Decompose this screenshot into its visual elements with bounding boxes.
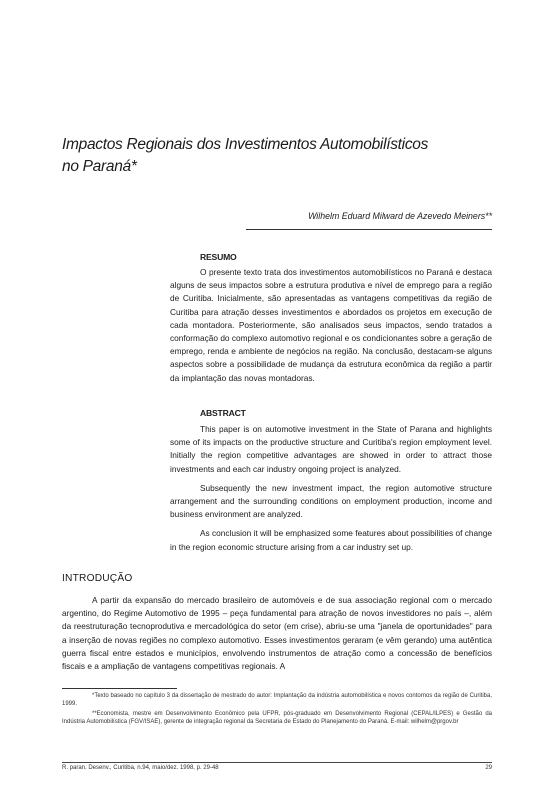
- abstract-paragraph-2: Subsequently the new investment impact, the region automotive structure arrangement and the surrounding conditions on employment production, income and business environment are analyzed.: [170, 482, 492, 520]
- resumo-heading: RESUMO: [200, 252, 237, 262]
- author-divider: [246, 229, 492, 230]
- footnote-1: *Texto baseado no capítulo 3 da dissertação de mestrado do autor: Implantação da indústria automobilística e novos contornos da região de Curitiba, 1999.: [62, 693, 492, 708]
- page-number: 29: [485, 765, 492, 771]
- introduction-body: [62, 594, 492, 673]
- abstract-body: [170, 423, 492, 560]
- article-title: [62, 134, 502, 178]
- resumo-paragraph: O presente texto trata dos investimentos automobilísticos no Paraná e destaca alguns de seus impactos sobre a estrutura produtiva e nível de emprego para a região de Curitiba. Inicialmente, são apresentadas as vantagens competitivas da região de Curitiba para atração desses investimentos e abordados os projetos em execução de cada montadora. Posteriormente, são analisados seus impactos, sendo tratados a conformação do complexo automotivo regional e os condicionantes sobre a geração de emprego, renda e ambiente de negócios na região. Na conclusão, destacam-se alguns aspectos sobre a possibilidade de mudança da estrutura econômica da região a partir da implantação das novas montadoras.: [170, 267, 492, 383]
- footnote-divider: [62, 688, 177, 689]
- section-heading: INTRODUÇÃO: [62, 573, 133, 584]
- abstract-paragraph-3: As conclusion it will be emphasized some features about possibilities of change in the region economic structure arising from a car industry set up.: [170, 528, 492, 552]
- abstract-heading: ABSTRACT: [200, 408, 246, 418]
- introduction-paragraph: A partir da expansão do mercado brasileiro de automóveis e de sua associação regional com o mercado argentino, do Regime Automotivo de 1995 – peça fundamental para atração de novos investidores no país –, além da reestruturação tecnoprodutiva e mercadológica do setor (em crise), abriu-se uma "janela de oportunidades" para a inserção de novas regiões no complexo automotivo. Esses investimentos geraram (e vêm gerando) uma autêntica guerra fiscal entre estados e municípios, envolvendo instrumentos de atração como a concessão de benefícios fiscais e a ampliação de vantagens competitivas regionais. A: [62, 595, 492, 672]
- footnotes: [62, 692, 492, 728]
- journal-citation: R. paran. Desenv., Curitiba, n.94, maio/dez. 1998, p. 29-48: [62, 765, 219, 771]
- resumo-body: [170, 266, 492, 385]
- footnote-2: **Economista, mestre em Desenvolvimento Econômico pela UFPR, pós-graduado em Desenvolvimento Regional (CEPAL/ILPES) e Gestão da Indústria Automobilística (FGV/ISAE), gerente de integração regional da Secretaria de Estado do Planejamento do Paraná. E-mail: wilhelm@prgov.br: [62, 710, 492, 726]
- footer-divider: [62, 762, 492, 763]
- author-name: Wilhelm Eduard Milward de Azevedo Meiners**: [308, 211, 492, 221]
- title-line-1: Impactos Regionais dos Investimentos Automobilísticos: [62, 136, 429, 153]
- title-line-2: no Paraná*: [62, 158, 137, 175]
- abstract-paragraph-1: This paper is on automotive investment in the State of Parana and highlights some of its impacts on the productive structure and Curitiba's region employment level. Initially the region competitive advantages are showed in order to attract those investments and each car industry ongoing project is analyzed.: [170, 424, 492, 474]
